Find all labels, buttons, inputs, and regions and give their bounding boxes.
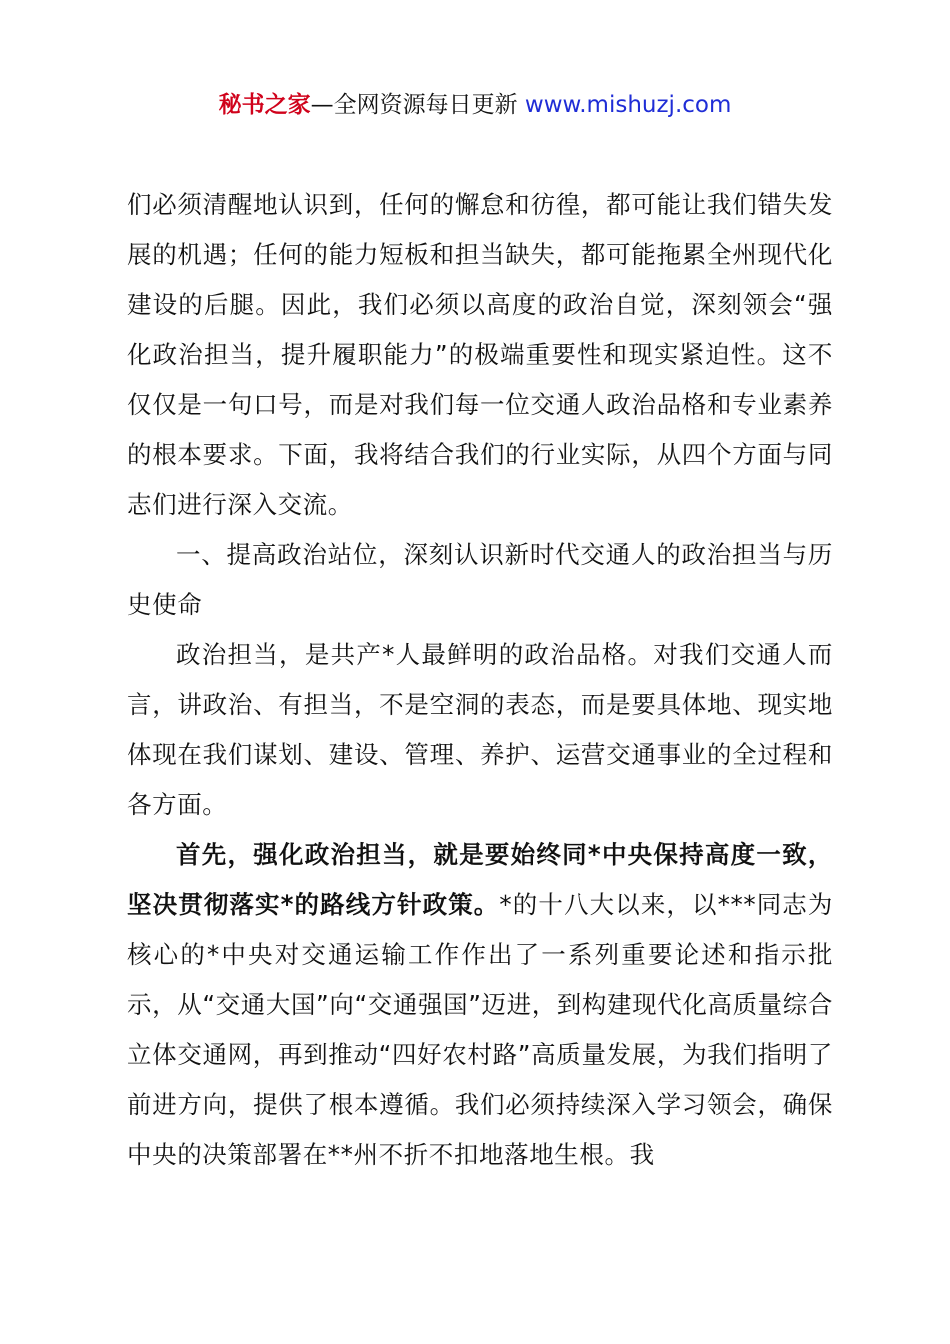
document-body bbox=[127, 180, 833, 1180]
paragraph-intro: 们必须清醒地认识到，任何的懈怠和彷徨，都可能让我们错失发展的机遇；任何的能力短板和担当缺失，都可能拖累全州现代化建设的后腿。因此，我们必须以高度的政治自觉，深刻领会“强化政治担当，提升履职能力”的极端重要性和现实紧迫性。这不仅仅是一句口号，而是对我们每一位交通人政治品格和专业素养的根本要求。下面，我将结合我们的行业实际，从四个方面与同志们进行深入交流。 bbox=[127, 190, 833, 519]
section-heading-one: 一、提高政治站位，深刻认识新时代交通人的政治担当与历史使命 bbox=[127, 540, 833, 619]
emphasis-first-point: 首先，强化政治担当，就是要始终同*中央保持高度一致，坚决贯彻落实*的路线方针政策。 bbox=[127, 840, 833, 919]
site-tagline: —全网资源每日更新 bbox=[310, 92, 525, 118]
site-url-link[interactable]: www.mishuzj.com bbox=[524, 92, 732, 118]
paragraph-first-point bbox=[127, 830, 833, 1180]
site-header bbox=[0, 88, 950, 122]
paragraph-first-point-body: *的十八大以来，以***同志为核心的*中央对交通运输工作作出了一系列重要论述和指示批示，从“交通大国”向“交通强国”迈进，到构建现代化高质量综合立体交通网，再到推动“四好农村路”高质量发展，为我们指明了前进方向，提供了根本遵循。我们必须持续深入学习领会，确保中央的决策部署在**州不折不扣地落地生根。我 bbox=[127, 890, 834, 1169]
paragraph-political-duty: 政治担当，是共产*人最鲜明的政治品格。对我们交通人而言，讲政治、有担当，不是空洞的表态，而是要具体地、现实地体现在我们谋划、建设、管理、养护、运营交通事业的全过程和各方面。 bbox=[127, 640, 833, 819]
site-brand: 秘书之家 bbox=[218, 92, 311, 118]
